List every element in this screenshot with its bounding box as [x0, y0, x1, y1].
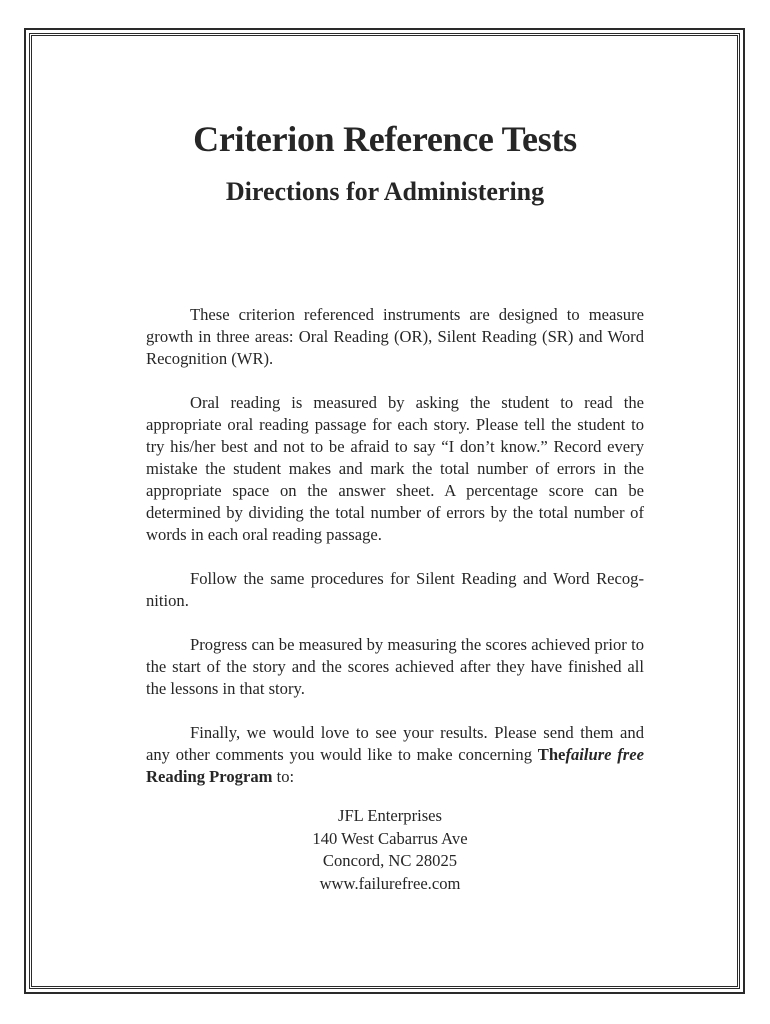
program-name-failure-free: failure free	[565, 745, 644, 764]
mailing-address	[0, 805, 770, 895]
paragraph-finally	[146, 722, 644, 788]
document-title: Criterion Reference Tests	[193, 119, 577, 159]
program-name-the: The	[537, 745, 566, 764]
address-city: Concord, NC 28025	[322, 851, 458, 870]
paragraph-oral-reading: Oral reading is measured by asking the student to read the appropriate oral reading passage for each story. Please tell the student to try his/her best and not to be afraid to say “I don’t know.” Record every mistake the student makes and mark the total number of errors in the appropriate space on the answer sheet. A percentage score can be determined by dividing the total number of errors by the total number of words in each oral reading passage.	[146, 393, 644, 544]
paragraph-finally-end: to:	[272, 767, 295, 786]
paragraph-procedures: Follow the same procedures for Silent Reading and Word Recog-nition.	[146, 569, 644, 610]
body-text	[146, 304, 644, 810]
address-street: 140 West Cabarrus Ave	[312, 828, 468, 848]
document-subtitle: Directions for Administering	[225, 177, 545, 206]
address-company: JFL Enterprises	[337, 806, 442, 825]
paragraph-progress: Progress can be measured by measuring the scores achieved prior to the start of the story and the scores achieved after they have finished all the lessons in that story.	[146, 635, 644, 698]
paragraph-intro: These criterion referenced instruments are designed to measure growth in three areas: Oral Reading (OR), Silent Reading (SR) and Word Recognition (WR).	[146, 305, 644, 368]
address-website: www.failurefree.com	[319, 873, 461, 893]
paragraph-finally-text: Finally, we would love to see your results. Please send them and any other comments you would like to make concerning	[146, 723, 644, 764]
program-name-reading-program: Reading Program	[146, 767, 273, 786]
